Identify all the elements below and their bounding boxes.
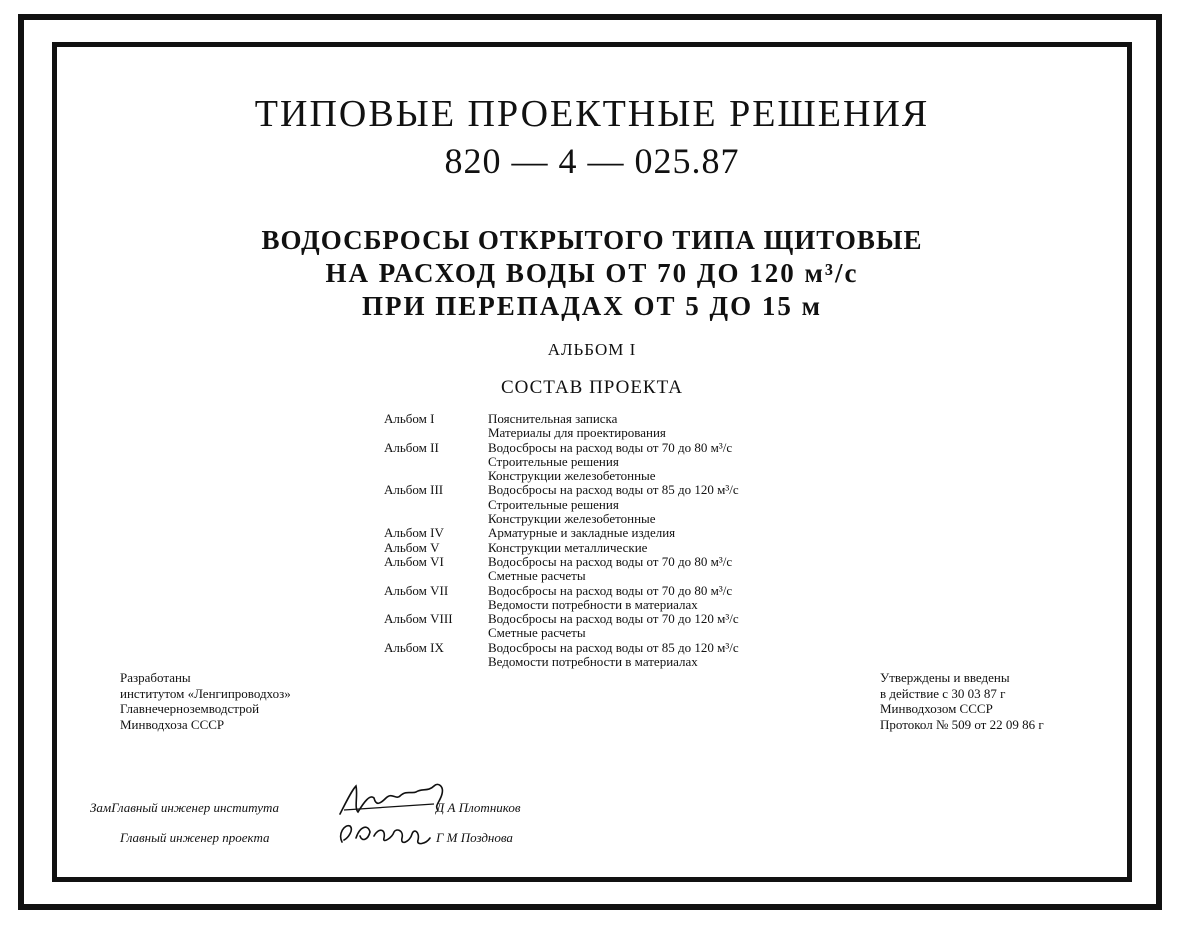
developer-block: [120, 670, 291, 732]
handwritten-signature-1: [334, 780, 452, 822]
signer-name-2: Г М Позднова: [436, 830, 513, 845]
album-number: [384, 655, 488, 669]
album-description: Пояснительная записка: [488, 411, 618, 426]
list-item: [384, 483, 844, 497]
album-number: [384, 626, 488, 640]
album-description: Водосбросы на расход воды от 70 до 80 м³/с: [488, 439, 733, 455]
approval-line: Протокол № 509 от 22 09 86 г: [880, 716, 1044, 732]
album-number: Альбом IV: [384, 525, 444, 541]
developer-line: Разработаны: [120, 670, 191, 685]
developer-line: институтом «Ленгипроводхоз»: [120, 685, 291, 701]
album-description: Конструкции железобетонные: [488, 468, 656, 484]
list-item: [384, 412, 844, 426]
list-item: [384, 541, 844, 555]
list-item: [384, 455, 844, 469]
list-item: [384, 498, 844, 512]
list-item: [384, 584, 844, 598]
album-number: Альбом I: [384, 411, 435, 426]
album-label: АЛЬБОМ I: [547, 340, 637, 359]
album-description: Сметные расчеты: [488, 625, 586, 641]
subtitle-line-2: НА РАСХОД ВОДЫ ОТ 70 ДО 120 м³/с: [325, 258, 859, 288]
album-number: Альбом VI: [384, 553, 444, 569]
album-description: Водосбросы на расход воды от 70 до 120 м³/с: [488, 611, 739, 627]
list-item: [384, 441, 844, 455]
document-title: ТИПОВЫЕ ПРОЕКТНЫЕ РЕШЕНИЯ: [254, 93, 930, 135]
album-description: Строительные решения: [488, 496, 619, 512]
subtitle-line-3: ПРИ ПЕРЕПАДАХ ОТ 5 ДО 15 м: [361, 291, 823, 321]
contents-list: [384, 412, 844, 669]
list-item: [384, 612, 844, 626]
document-code: 820 — 4 — 025.87: [444, 141, 740, 181]
album-number: Альбом IX: [384, 639, 444, 655]
album-description: Конструкции металлические: [488, 539, 648, 555]
album-number: [384, 469, 488, 483]
contents-title: СОСТАВ ПРОЕКТА: [500, 377, 683, 398]
album-description: Водосбросы на расход воды от 70 до 80 м³/с: [488, 582, 733, 598]
list-item: [384, 469, 844, 483]
album-description: Ведомости потребности в материалах: [488, 654, 698, 670]
album-number: [384, 498, 488, 512]
subtitle-line-1: ВОДОСБРОСЫ ОТКРЫТОГО ТИПА ЩИТОВЫЕ: [261, 225, 923, 255]
developer-line: Минводхоза СССР: [120, 716, 225, 732]
album-description: Арматурные и закладные изделия: [488, 525, 676, 541]
list-item: [384, 598, 844, 612]
approval-block: [880, 670, 1044, 732]
list-item: [384, 426, 844, 440]
approval-line: Минводхозом СССР: [880, 701, 993, 716]
album-description: Сметные расчеты: [488, 568, 586, 584]
signer-name-1: Д А Плотников: [436, 800, 521, 815]
album-description: Конструкции железобетонные: [488, 511, 656, 527]
approval-line: Утверждены и введены: [880, 670, 1010, 685]
album-description: Водосбросы на расход воды от 85 до 120 м³/с: [488, 639, 739, 655]
list-item: [384, 626, 844, 640]
signer-role-chief-project-engineer: Главный инженер проекта: [120, 830, 270, 845]
album-number: Альбом II: [384, 439, 439, 455]
album-number: Альбом V: [384, 539, 440, 555]
list-item: [384, 526, 844, 540]
list-item: [384, 512, 844, 526]
album-description: Материалы для проектирования: [488, 425, 666, 441]
signer-role-chief-engineer-institute: ЗамГлавный инженер института: [90, 800, 280, 815]
album-number: [384, 455, 488, 469]
developer-line: Главнечерноземводстрой: [120, 701, 260, 716]
handwritten-signature-2: [334, 818, 434, 850]
album-number: [384, 512, 488, 526]
list-item: [384, 655, 844, 669]
album-number: [384, 598, 488, 612]
approval-line: в действие с 30 03 87 г: [880, 685, 1006, 701]
album-description: Ведомости потребности в материалах: [488, 596, 698, 612]
album-number: Альбом VIII: [384, 611, 453, 627]
album-number: Альбом VII: [384, 582, 449, 598]
album-number: [384, 569, 488, 583]
album-description: Водосбросы на расход воды от 70 до 80 м³/с: [488, 553, 733, 569]
list-item: [384, 569, 844, 583]
album-description: Водосбросы на расход воды от 85 до 120 м³/с: [488, 482, 739, 498]
album-description: Строительные решения: [488, 453, 619, 469]
album-number: Альбом III: [384, 482, 444, 498]
list-item: [384, 555, 844, 569]
list-item: [384, 641, 844, 655]
album-number: [384, 426, 488, 440]
